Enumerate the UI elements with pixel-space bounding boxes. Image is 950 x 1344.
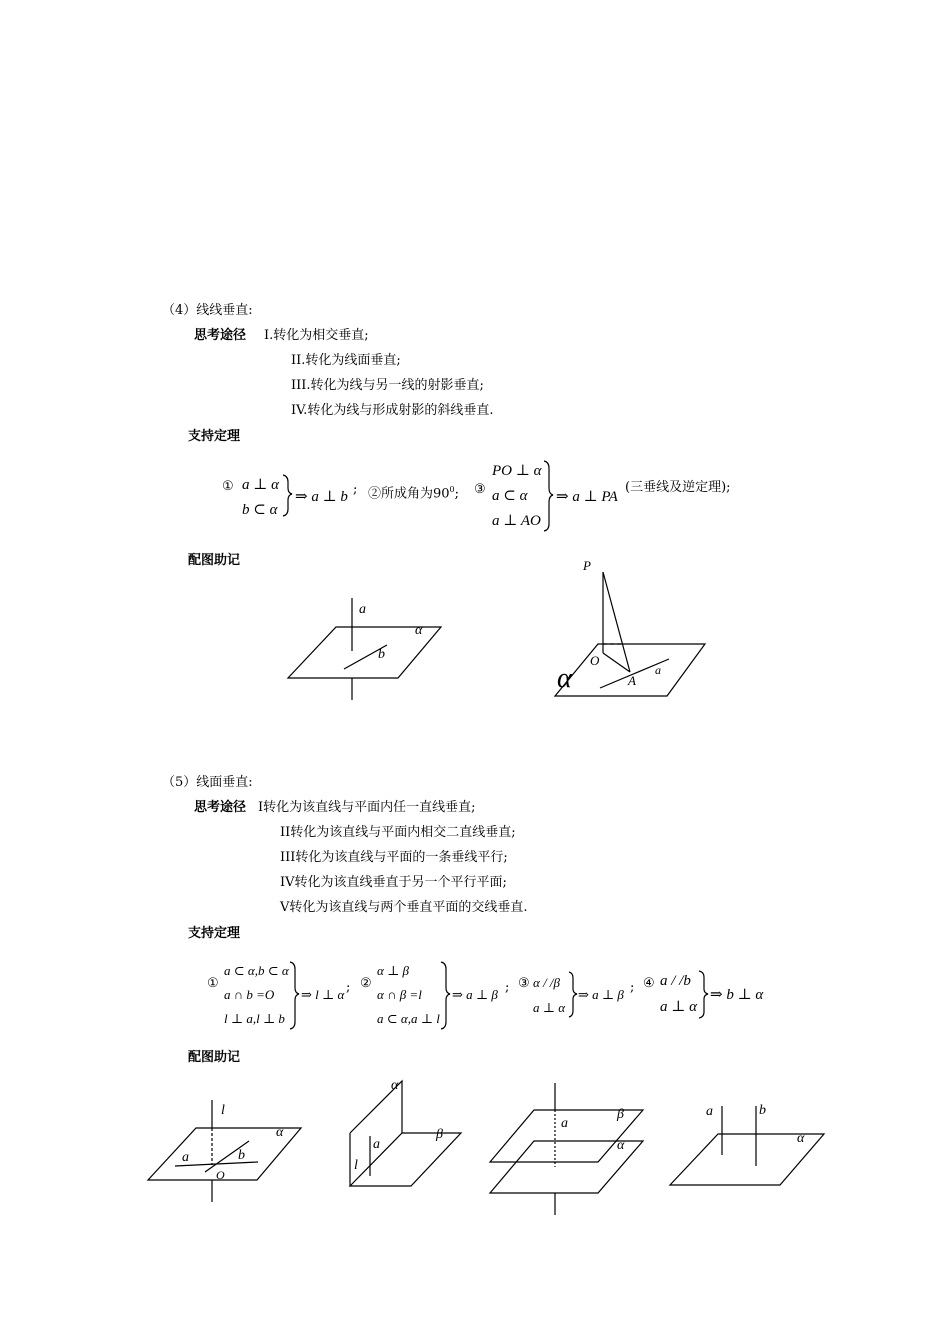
- s5-f2-line1: α ⊥ β: [377, 963, 410, 978]
- s4-f2-text: ②所成角为$90^0$;: [368, 485, 460, 502]
- section5-way-5: V转化为该直线与两个垂直平面的交线垂直.: [280, 900, 528, 915]
- section5-think-label: 思考途径: [194, 800, 247, 815]
- section5-way-2: II转化为该直线与平面内相交二直线垂直;: [280, 825, 516, 840]
- s5-fig2-beta-label: β: [436, 1127, 443, 1142]
- s5-f1-sep: ;: [346, 980, 351, 995]
- s5-f2-line3: a ⊂ α,a ⊥ l: [377, 1011, 440, 1026]
- s5-fig1-alpha-label: α: [276, 1125, 284, 1140]
- s4-figb-P-label: P: [583, 558, 591, 573]
- section4-support-label: 支持定理: [188, 429, 241, 444]
- s4-f3-result: ⇒ a ⊥ PA: [556, 489, 618, 505]
- s4-figb-a-label: a: [655, 663, 661, 677]
- s5-fig4-a-label: a: [706, 1104, 713, 1119]
- s5-fig2-a-label: a: [373, 1137, 380, 1152]
- s4-figb-alpha-label: α: [557, 663, 572, 694]
- section4-way-3: III.转化为线与另一线的射影垂直;: [291, 378, 484, 393]
- s5-f1-number: ①: [207, 976, 219, 991]
- s5-f3-result: ⇒ a ⊥ β: [578, 987, 624, 1002]
- s5-f1-line3: l ⊥ a,l ⊥ b: [224, 1011, 285, 1026]
- s4-figb-O-label: O: [590, 653, 600, 668]
- s5-f1-line2: a ∩ b =O: [224, 987, 275, 1002]
- s4-f3-note: (三垂线及逆定理);: [625, 480, 731, 495]
- s5-f2-line2: α ∩ β =l: [377, 987, 422, 1002]
- s4-figa-alpha-label: α: [415, 623, 423, 638]
- s4-f1-number: ①: [222, 479, 234, 494]
- section5-way-4: IV转化为该直线垂直于另一个平行平面;: [280, 875, 507, 890]
- section5-heading: （5）线面垂直:: [162, 775, 253, 790]
- s4-figb-A-label: A: [628, 673, 636, 688]
- s5-f4-result: ⇒ b ⊥ α: [710, 987, 764, 1003]
- s4-f1-result: ⇒ a ⊥ b: [295, 489, 348, 505]
- s5-f1-line1: a ⊂ α,b ⊂ α: [224, 963, 289, 978]
- s5-f1-result: ⇒ l ⊥ α: [301, 987, 345, 1002]
- s5-f3-number: ③: [518, 976, 530, 991]
- s5-f3-line2: a ⊥ α: [533, 1000, 566, 1015]
- section4-way-1: I.转化为相交垂直;: [264, 328, 369, 343]
- s4-f3-line1: PO ⊥ α: [492, 463, 542, 479]
- s5-fig3-a-label: a: [561, 1116, 568, 1131]
- s5-f3-sep: ;: [630, 980, 635, 995]
- s5-fig3-beta-label: β: [617, 1107, 624, 1122]
- s5-f2-number: ②: [360, 976, 372, 991]
- s5-fig1-a-label: a: [182, 1150, 189, 1165]
- s5-fig2-l-label: l: [354, 1158, 358, 1173]
- s4-f3-line3: a ⊥ AO: [492, 513, 541, 529]
- s4-figa-b-label: b: [378, 647, 385, 662]
- s4-f1-sep: ;: [353, 482, 358, 497]
- s5-f2-result: ⇒ a ⊥ β: [452, 987, 498, 1002]
- s5-fig4-alpha-label: α: [797, 1131, 805, 1146]
- s5-fig1-O-label: O: [216, 1168, 225, 1182]
- s4-f3-line2: a ⊂ α: [492, 488, 528, 504]
- s5-fig2-alpha-label: α: [391, 1078, 399, 1093]
- section4-figure-label: 配图助记: [188, 553, 241, 568]
- section5-way-3: III转化为该直线与平面的一条垂线平行;: [280, 850, 508, 865]
- s4-f3-number: ③: [474, 482, 486, 497]
- section4-heading: （4）线线垂直:: [162, 303, 253, 318]
- s5-fig3-alpha-label: α: [617, 1138, 625, 1153]
- s5-f3-line1: α / /β: [533, 975, 561, 990]
- s5-f4-line1: a / /b: [660, 973, 691, 989]
- section4-think-label: 思考途径: [194, 328, 247, 343]
- section4-way-4: IV.转化为线与形成射影的斜线垂直.: [291, 403, 494, 418]
- s5-fig1-l-label: l: [221, 1103, 225, 1118]
- s5-f4-line2: a ⊥ α: [660, 999, 697, 1015]
- s5-fig1-b-label: b: [238, 1148, 245, 1163]
- section5-way-1: I转化为该直线与平面内任一直线垂直;: [258, 800, 476, 815]
- section5-figure-label: 配图助记: [188, 1050, 241, 1065]
- s4-f1-line1: a ⊥ α: [242, 477, 279, 493]
- section4-way-2: II.转化为线面垂直;: [291, 353, 401, 368]
- s4-f1-line2: b ⊂ α: [242, 502, 278, 518]
- s5-fig4-b-label: b: [759, 1103, 766, 1118]
- s5-f2-sep: ;: [505, 980, 510, 995]
- section5-support-label: 支持定理: [188, 926, 241, 941]
- s5-f4-number: ④: [643, 976, 655, 991]
- s4-figa-a-label: a: [359, 602, 366, 617]
